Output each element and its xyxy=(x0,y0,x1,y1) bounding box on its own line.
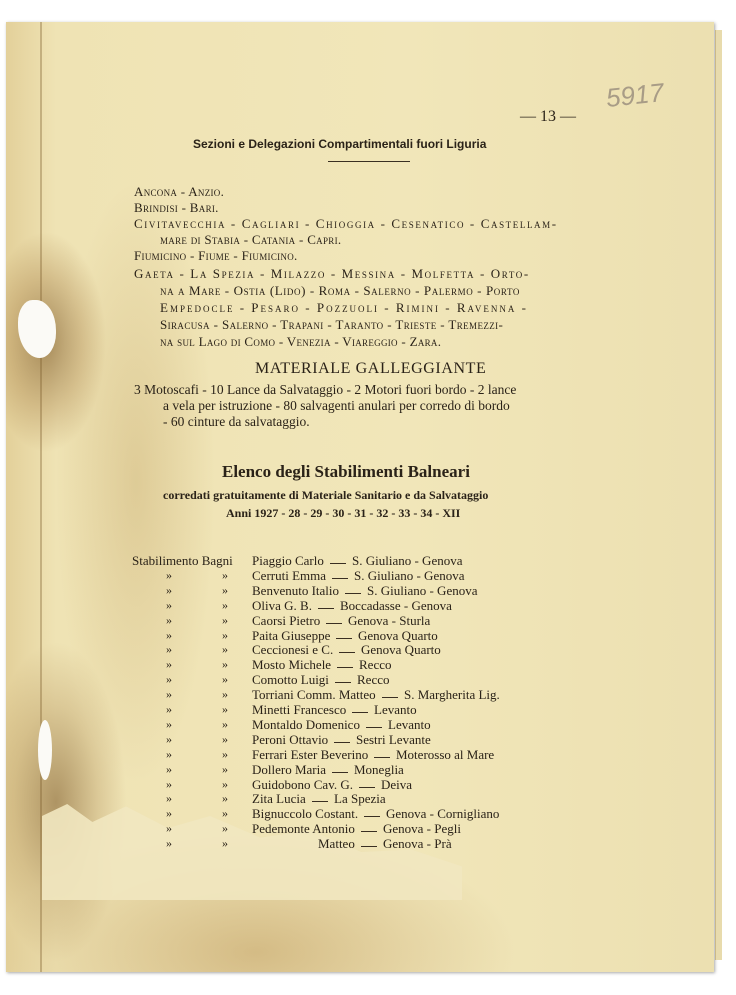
dash-rule xyxy=(339,652,355,653)
ditto-mark: » xyxy=(166,747,172,761)
dash-rule xyxy=(364,816,380,817)
dash-rule xyxy=(335,682,351,683)
ditto-mark: » xyxy=(222,821,228,835)
dash-rule xyxy=(345,593,361,594)
owner-name: Peroni Ottavio xyxy=(252,732,329,747)
dash-rule xyxy=(332,578,348,579)
material-title: MATERIALE GALLEGGIANTE xyxy=(255,360,487,377)
divider xyxy=(328,161,410,162)
ditto-mark: » xyxy=(166,598,172,612)
ditto-mark: » xyxy=(166,568,172,582)
ditto-mark: » xyxy=(166,613,172,627)
place-name: S. Giuliano - Genova xyxy=(354,568,465,583)
owner-name: Bignuccolo Costant. xyxy=(252,806,359,821)
ditto-mark: » xyxy=(166,642,172,656)
place-name: Genova Quarto xyxy=(358,628,438,643)
owner-name: Comotto Luigi xyxy=(252,672,329,687)
place-name: Moterosso al Mare xyxy=(396,747,495,762)
place-name: Levanto xyxy=(388,717,431,732)
place-name: Genova Quarto xyxy=(361,642,441,657)
owner-name: Cerruti Emma xyxy=(252,568,327,583)
dash-rule xyxy=(361,846,377,847)
location-line: na sul Lago di Como - Venezia - Viareggio - Zara. xyxy=(160,334,442,349)
location-line: Civitavecchia - Cagliari - Chioggia - Cesenatico - Castellam- xyxy=(134,216,558,231)
dash-rule xyxy=(318,608,334,609)
page-edge xyxy=(715,30,722,960)
owner-name: Caorsi Pietro xyxy=(252,613,321,628)
place-name: Recco xyxy=(357,672,390,687)
ditto-mark: » xyxy=(166,687,172,701)
owner-name: Minetti Francesco xyxy=(252,702,347,717)
location-line: Fiumicino - Fiume - Fiumicino. xyxy=(134,248,298,263)
location-line: Brindisi - Bari. xyxy=(134,200,219,215)
ditto-mark: » xyxy=(222,613,228,627)
dash-rule xyxy=(336,638,352,639)
place-name: S. Giuliano - Genova xyxy=(352,553,463,568)
owner-name: Oliva G. B. xyxy=(252,598,312,613)
dash-rule xyxy=(312,801,328,802)
place-name: Moneglia xyxy=(354,762,404,777)
location-line: na a Mare - Ostia (Lido) - Roma - Salerno - Palermo - Porto xyxy=(160,283,520,298)
dash-rule xyxy=(361,831,377,832)
ditto-mark: » xyxy=(166,702,172,716)
establishments-subtitle: corredati gratuitamente di Materiale Sanitario e da Salvataggio xyxy=(163,488,489,502)
ditto-mark: » xyxy=(166,628,172,642)
establishments-years: Anni 1927 - 28 - 29 - 30 - 31 - 32 - 33 - 34 - XII xyxy=(226,506,461,520)
location-line: mare di Stabia - Catania - Capri. xyxy=(160,232,342,247)
ditto-mark: » xyxy=(222,717,228,731)
owner-name: Matteo xyxy=(318,836,355,851)
page-number: — 13 — xyxy=(520,108,576,125)
location-line: Gaeta - La Spezia - Milazzo - Messina - Molfetta - Orto- xyxy=(134,266,530,281)
owner-name: Benvenuto Italio xyxy=(252,583,340,598)
dash-rule xyxy=(330,563,346,564)
material-line: a vela per istruzione - 80 salvagenti anulari per corredo di bordo xyxy=(163,398,510,413)
ditto-mark: » xyxy=(166,836,172,850)
page-fold xyxy=(40,22,42,972)
ditto-mark: » xyxy=(166,657,172,671)
row-prefix: Stabilimento Bagni xyxy=(132,553,233,568)
ditto-mark: » xyxy=(166,821,172,835)
ditto-mark: » xyxy=(166,806,172,820)
ditto-mark: » xyxy=(222,806,228,820)
dash-rule xyxy=(334,742,350,743)
ditto-mark: » xyxy=(166,777,172,791)
ditto-mark: » xyxy=(222,791,228,805)
pencil-note: 5917 xyxy=(604,77,666,113)
ditto-mark: » xyxy=(222,672,228,686)
owner-name: Dollero Maria xyxy=(252,762,327,777)
location-line: Siracusa - Salerno - Trapani - Taranto - Trieste - Tremezzi- xyxy=(160,317,504,332)
place-name: Genova - Pegli xyxy=(383,821,461,836)
owner-name: Ferrari Ester Beverino xyxy=(252,747,369,762)
ditto-mark: » xyxy=(166,791,172,805)
ditto-mark: » xyxy=(222,762,228,776)
owner-name: Zita Lucia xyxy=(252,791,306,806)
dash-rule xyxy=(326,623,342,624)
torn-hole xyxy=(38,720,52,780)
place-name: S. Giuliano - Genova xyxy=(367,583,478,598)
ditto-mark: » xyxy=(222,687,228,701)
material-line: 3 Motoscafi - 10 Lance da Salvataggio - 2 Motori fuori bordo - 2 lance xyxy=(134,382,517,397)
ditto-mark: » xyxy=(222,628,228,642)
dash-rule xyxy=(332,772,348,773)
owner-name: Torriani Comm. Matteo xyxy=(252,687,376,702)
location-line: Ancona - Anzio. xyxy=(134,184,225,199)
dash-rule xyxy=(374,757,390,758)
dash-rule xyxy=(359,787,375,788)
place-name: S. Margherita Lig. xyxy=(404,687,500,702)
owner-name: Montaldo Domenico xyxy=(252,717,360,732)
owner-name: Pedemonte Antonio xyxy=(252,821,355,836)
place-name: Recco xyxy=(359,657,392,672)
establishments-title: Elenco degli Stabilimenti Balneari xyxy=(222,462,470,481)
location-line: Empedocle - Pesaro - Pozzuoli - Rimini - Ravenna - xyxy=(160,300,528,315)
ditto-mark: » xyxy=(222,777,228,791)
place-name: Deiva xyxy=(381,777,413,792)
ditto-mark: » xyxy=(166,583,172,597)
place-name: Genova - Prà xyxy=(383,836,452,851)
ditto-mark: » xyxy=(222,657,228,671)
owner-name: Guidobono Cav. G. xyxy=(252,777,353,792)
section-title: Sezioni e Delegazioni Compartimentali fuori Liguria xyxy=(193,137,487,151)
ditto-mark: » xyxy=(166,717,172,731)
ditto-mark: » xyxy=(166,762,172,776)
ditto-mark: » xyxy=(222,583,228,597)
ditto-mark: » xyxy=(222,747,228,761)
ditto-mark: » xyxy=(166,672,172,686)
material-line: - 60 cinture da salvataggio. xyxy=(163,414,310,429)
ditto-mark: » xyxy=(222,568,228,582)
ditto-mark: » xyxy=(222,642,228,656)
ditto-mark: » xyxy=(222,598,228,612)
place-name: La Spezia xyxy=(334,791,386,806)
place-name: Sestri Levante xyxy=(356,732,431,747)
owner-name: Paita Giuseppe xyxy=(252,628,331,643)
owner-name: Ceccionesi e C. xyxy=(252,642,334,657)
place-name: Genova - Sturla xyxy=(348,613,431,628)
owner-name: Piaggio Carlo xyxy=(252,553,324,568)
dash-rule xyxy=(337,667,353,668)
owner-name: Mosto Michele xyxy=(252,657,332,672)
ditto-mark: » xyxy=(222,732,228,746)
dash-rule xyxy=(366,727,382,728)
place-name: Genova - Cornigliano xyxy=(386,806,500,821)
dash-rule xyxy=(382,697,398,698)
dash-rule xyxy=(352,712,368,713)
ditto-mark: » xyxy=(166,732,172,746)
ditto-mark: » xyxy=(222,836,228,850)
place-name: Boccadasse - Genova xyxy=(340,598,452,613)
place-name: Levanto xyxy=(374,702,417,717)
ditto-mark: » xyxy=(222,702,228,716)
